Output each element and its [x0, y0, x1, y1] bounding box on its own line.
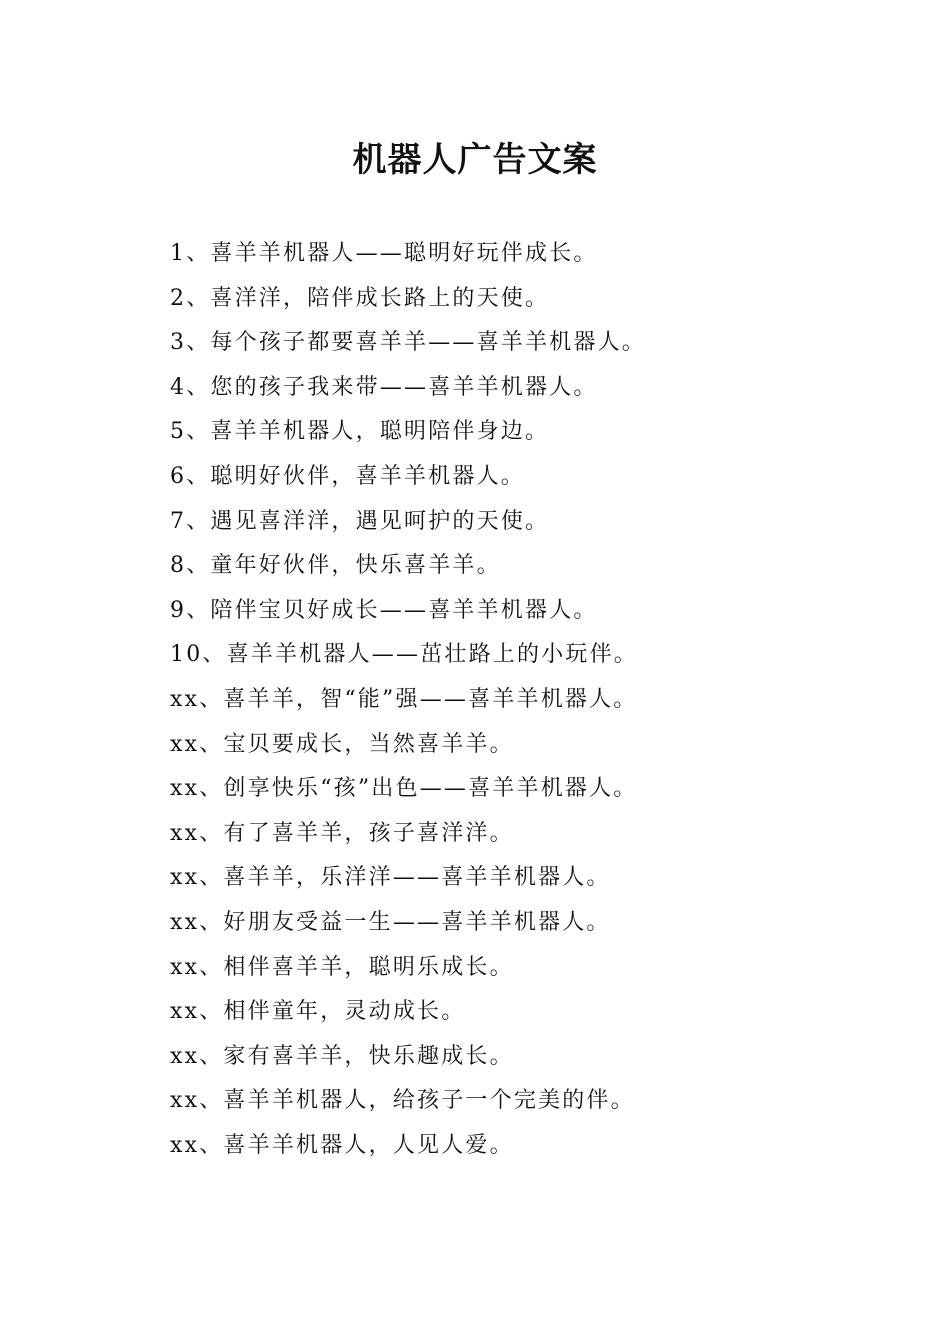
slogan-line: xx、宝贝要成长，当然喜羊羊。 — [170, 731, 514, 757]
slogan-line: xx、喜羊羊，智“能”强——喜羊羊机器人。 — [170, 686, 638, 712]
slogan-line: 5、喜羊羊机器人，聪明陪伴身边。 — [170, 419, 550, 445]
slogan-line: 7、遇见喜洋洋，遇见呵护的天使。 — [170, 508, 550, 534]
slogan-line: xx、有了喜羊羊，孩子喜洋洋。 — [170, 820, 514, 846]
slogan-line: xx、喜羊羊机器人，给孩子一个完美的伴。 — [170, 1088, 635, 1114]
slogan-line: xx、好朋友受益一生——喜羊羊机器人。 — [170, 909, 611, 935]
slogan-line: 2、喜洋洋，陪伴成长路上的天使。 — [170, 285, 550, 311]
slogan-line: xx、相伴喜羊羊，聪明乐成长。 — [170, 954, 514, 980]
slogan-line: 6、聪明好伙伴，喜羊羊机器人。 — [170, 463, 525, 489]
slogan-line: 3、每个孩子都要喜羊羊——喜羊羊机器人。 — [170, 330, 646, 356]
slogan-line: 9、陪伴宝贝好成长——喜羊羊机器人。 — [170, 597, 598, 623]
slogan-line: 1、喜羊羊机器人——聪明好玩伴成长。 — [170, 241, 598, 266]
slogan-list — [170, 232, 910, 1168]
slogan-line: xx、相伴童年，灵动成长。 — [170, 999, 466, 1025]
slogan-line: xx、喜羊羊，乐洋洋——喜羊羊机器人。 — [170, 865, 611, 891]
slogan-line: xx、创享快乐“孩”出色——喜羊羊机器人。 — [170, 776, 638, 802]
slogan-line: 10、喜羊羊机器人——茁壮路上的小玩伴。 — [170, 642, 638, 668]
slogan-line: 8、童年好伙伴，快乐喜羊羊。 — [170, 553, 501, 579]
document-title: 机器人广告文案 — [352, 140, 598, 180]
slogan-line: xx、喜羊羊机器人，人见人爱。 — [170, 1132, 514, 1158]
slogan-line: xx、家有喜羊羊，快乐趣成长。 — [170, 1043, 514, 1069]
slogan-line: 4、您的孩子我来带——喜羊羊机器人。 — [170, 374, 598, 400]
